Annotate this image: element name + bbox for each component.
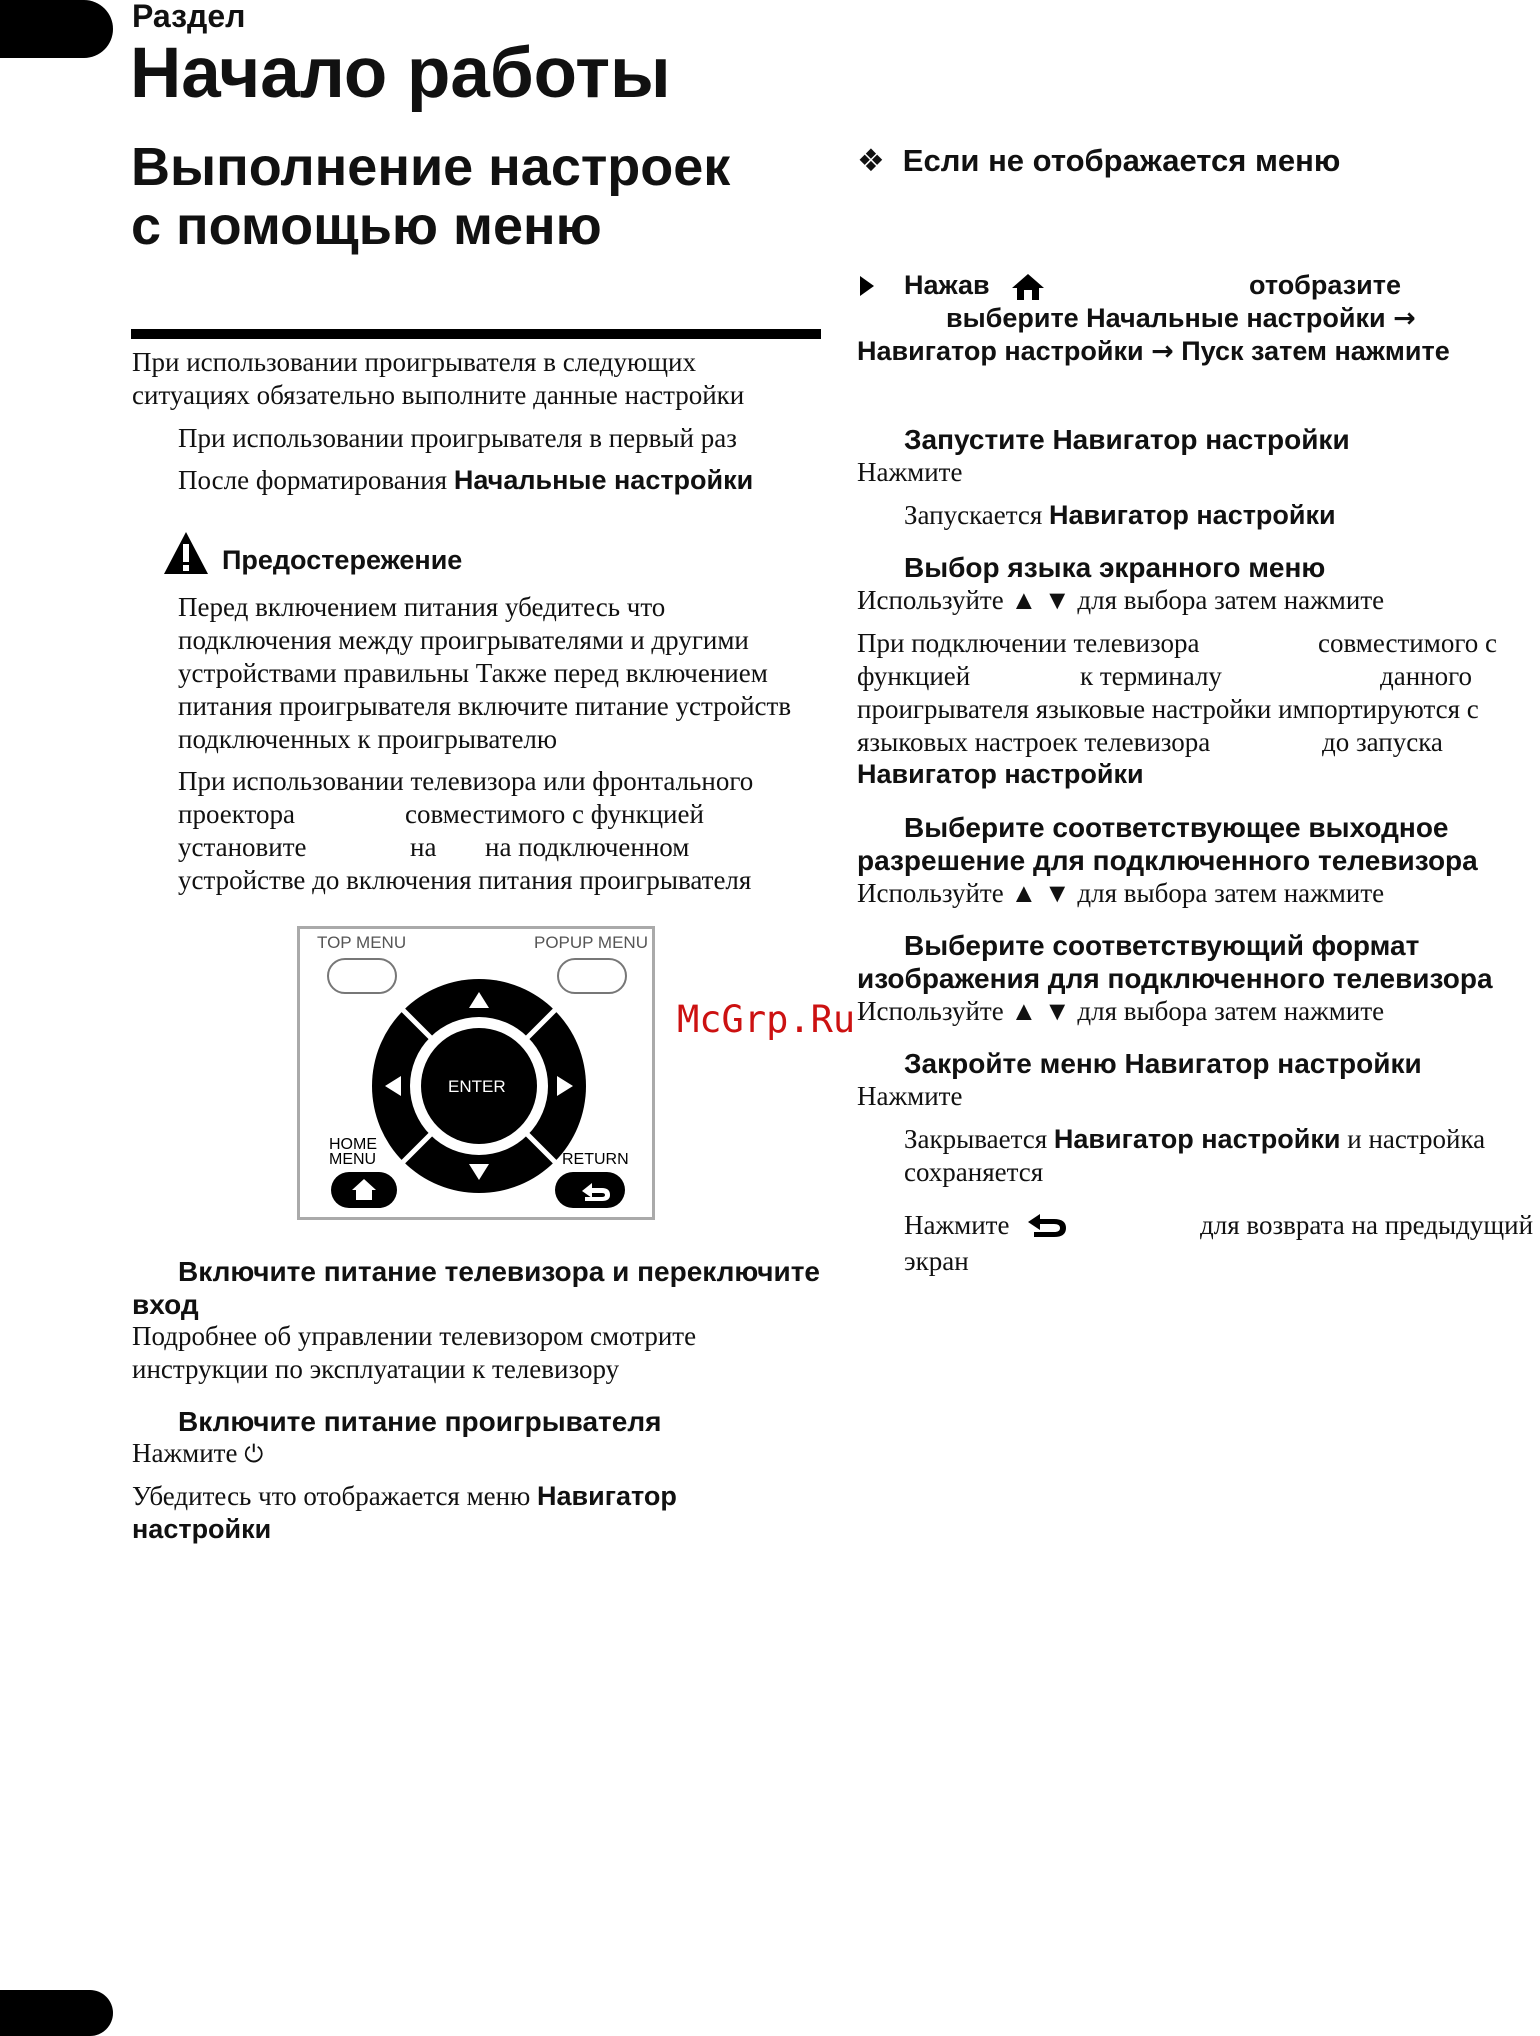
step2-title: Включите питание проигрывателя — [178, 1406, 662, 1437]
watermark: McGrp.Ru — [677, 998, 856, 1041]
r-step1-result-text: Запускается — [904, 500, 1043, 530]
r-step1-result-bold: Навигатор настройки — [1049, 500, 1336, 530]
not-shown-l3 — [857, 335, 1450, 368]
section-tab-top — [0, 0, 113, 58]
r-step5-press: Нажмите — [857, 1081, 963, 1111]
top-menu-button — [328, 959, 396, 993]
home-menu-label-l2: MENU — [329, 1151, 377, 1168]
step1-title-l1: Включите питание телевизора и переключите — [178, 1256, 821, 1287]
enter-label: ENTER — [448, 1077, 506, 1096]
chapter-title: Начало работы — [130, 34, 671, 113]
step2-check-l1 — [132, 1480, 677, 1513]
r-step2-note-l2b: к терминалу — [1080, 661, 1222, 691]
bullet-after-format-text: После форматирования — [178, 465, 448, 495]
r-step1-title: Запустите Навигатор настройки — [904, 424, 1350, 455]
not-shown-l3a: Навигатор настройки — [857, 336, 1144, 366]
r-step2-note-l1b: совместимого с — [1318, 628, 1497, 658]
r-step2-note-l3: проигрывателя языковые настройки импортируются с — [857, 694, 1479, 724]
caution-p2-l3c: на подключенном — [485, 832, 690, 862]
not-shown-title — [857, 144, 1340, 178]
return-icon — [1026, 1212, 1068, 1240]
not-shown-title-text: Если не отображается меню — [902, 143, 1341, 178]
r-step5-result-l2: сохраняется — [904, 1157, 1044, 1187]
step2-press — [132, 1437, 263, 1471]
r-step5-title: Закройте меню Навигатор настройки — [904, 1048, 1422, 1079]
remote-illustration — [297, 926, 655, 1220]
top-menu-label: TOP MENU — [317, 933, 407, 952]
r-step5-result-a: Закрывается — [904, 1124, 1048, 1154]
caution-p2-l2a: проектора — [178, 799, 295, 829]
r-step5-result-l1 — [904, 1123, 1485, 1156]
bullet-after-format-bold: Начальные настройки — [453, 465, 754, 495]
popup-menu-button — [558, 959, 626, 993]
popup-menu-label: POPUP MENU — [534, 933, 648, 952]
r-step2-use: Используйте ▲ ▼ для выбора затем нажмите — [857, 585, 1385, 615]
diamond-bullet-icon: ❖ — [857, 143, 885, 179]
caution-p1-l4: питания проигрывателя включите питание устройств — [178, 691, 792, 721]
caution-p2-l3a: установите — [178, 832, 307, 862]
caution-p2-l3b: на — [410, 832, 437, 862]
r-step3-use: Используйте ▲ ▼ для выбора затем нажмите — [857, 878, 1385, 908]
r-step4-title-l1: Выберите соответствующий формат — [904, 930, 1420, 961]
power-icon: ⏻ — [244, 1440, 264, 1468]
warning-icon — [162, 530, 210, 576]
not-shown-l3b: Пуск затем нажмите — [1181, 336, 1450, 366]
remote-buttons — [300, 929, 652, 1217]
intro-line1: При использовании проигрывателя в следующих — [132, 347, 696, 377]
home-icon — [1010, 272, 1046, 302]
r-step5-result-b: и настройка — [1347, 1124, 1486, 1154]
r-step1-press: Нажмите — [857, 457, 963, 487]
triangle-bullet-icon — [860, 276, 874, 296]
caution-p1-l2: подключения между проигрывателями и другими — [178, 625, 749, 655]
step1-title-l2: вход — [132, 1289, 199, 1320]
main-title-line2: с помощью меню — [131, 196, 602, 256]
arrow-right-icon: → — [1393, 303, 1416, 334]
caution-p1-l5: подключенных к проигрывателю — [178, 724, 558, 754]
step2-check-text: Убедитесь что отображается меню — [132, 1481, 531, 1511]
caution-p2-l1: При использовании телевизора или фронтального — [178, 766, 754, 796]
not-shown-l1b: отобразите — [1249, 270, 1401, 300]
r-note-l2: экран — [904, 1246, 969, 1276]
not-shown-l2 — [946, 302, 1416, 335]
step2-check-bold1: Навигатор — [537, 1481, 677, 1511]
step2-press-text: Нажмите — [132, 1438, 238, 1468]
r-step4-use: Используйте ▲ ▼ для выбора затем нажмите — [857, 996, 1385, 1026]
r-step2-note-l2a: функцией — [857, 661, 971, 691]
r-note-rest: для возврата на предыдущий — [1200, 1210, 1534, 1240]
home-menu-label-l1: HOME — [329, 1136, 377, 1153]
bullet-first-time: При использовании проигрывателя в первый раз — [178, 423, 737, 453]
arrow-right-icon: → — [1151, 336, 1174, 367]
intro-line2: ситуациях обязательно выполните данные настройки — [132, 380, 745, 410]
r-step3-title-l2: разрешение для подключенного телевизора — [857, 845, 1478, 876]
r-step3-title-l1: Выберите соответствующее выходное — [904, 812, 1449, 843]
caution-p1-l3: устройствами правильны Также перед включением — [178, 658, 768, 688]
step1-text-l1: Подробнее об управлении телевизором смотрите — [132, 1321, 697, 1351]
step2-check-bold2: настройки — [132, 1514, 272, 1544]
r-step2-title: Выбор языка экранного меню — [904, 552, 1326, 583]
return-label: RETURN — [562, 1151, 629, 1168]
r-step2-note-l4a: языковых настроек телевизора — [857, 727, 1211, 757]
step1-text-l2: инструкции по эксплуатации к телевизору — [132, 1354, 620, 1384]
r-step1-result — [904, 499, 1336, 532]
r-step2-note-l4b: до запуска — [1322, 727, 1443, 757]
section-label: Раздел — [132, 0, 246, 34]
r-step2-note-l1a: При подключении телевизора — [857, 628, 1200, 658]
r-step2-note-l5: Навигатор настройки — [857, 759, 1144, 789]
caution-p2-l2b: совместимого с функцией — [405, 799, 704, 829]
not-shown-l1a: Нажав — [904, 270, 990, 300]
r-note-press: Нажмите — [904, 1210, 1010, 1240]
r-step4-title-l2: изображения для подключенного телевизора — [857, 963, 1493, 994]
caution-title: Предостережение — [222, 545, 463, 575]
r-step2-note-l2c: данного — [1380, 661, 1473, 691]
caution-p1-l1: Перед включением питания убедитесь что — [178, 592, 666, 622]
main-title-line1: Выполнение настроек — [131, 137, 731, 197]
bullet-after-format — [178, 464, 753, 497]
r-step5-result-bold: Навигатор настройки — [1053, 1124, 1341, 1154]
page-tab-bottom — [0, 1990, 113, 2036]
not-shown-l2-text: выберите Начальные настройки — [946, 303, 1386, 333]
title-rule — [131, 329, 821, 339]
caution-p2-l4: устройстве до включения питания проигрывателя — [178, 865, 752, 895]
